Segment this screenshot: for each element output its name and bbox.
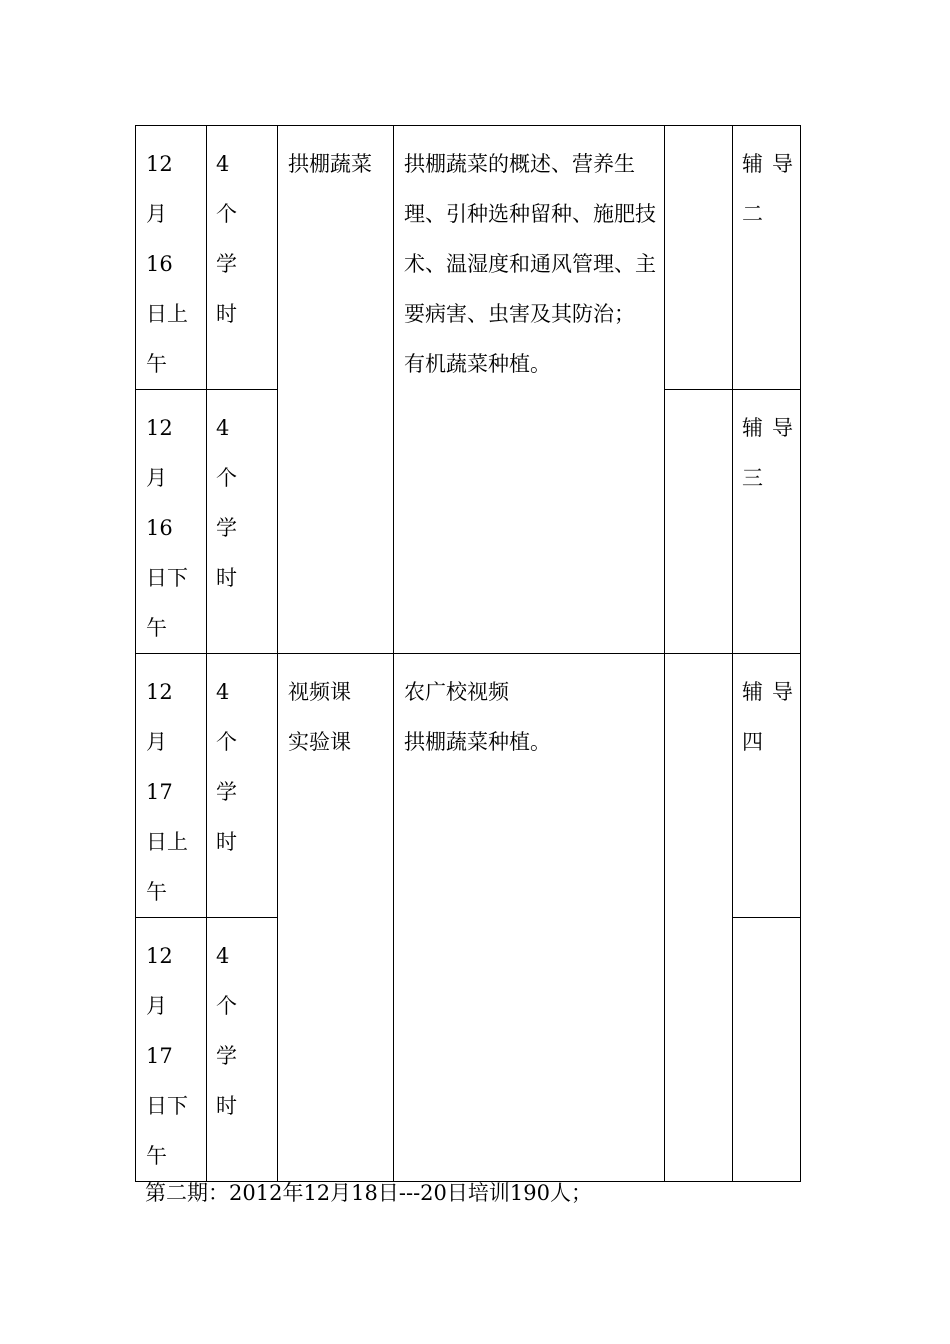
tutor-cell: 辅导 四 xyxy=(733,654,801,918)
hours-cell: 4 个 学 时 xyxy=(207,390,278,654)
training-schedule-table xyxy=(135,125,801,1182)
date-cell: 12 月 16 日上 午 xyxy=(136,126,207,390)
hours-cell: 4 个 学 时 xyxy=(207,918,278,1182)
topic-cell: 拱棚蔬菜 xyxy=(278,126,394,654)
second-session-note: 第二期：2012年12月18日---20日培训190人； xyxy=(145,1181,592,1205)
table-row xyxy=(136,654,801,918)
blank-cell xyxy=(665,126,733,390)
date-cell: 12 月 17 日上 午 xyxy=(136,654,207,918)
table-row xyxy=(136,126,801,390)
date-cell: 12 月 16 日下 午 xyxy=(136,390,207,654)
hours-cell: 4 个 学 时 xyxy=(207,126,278,390)
content-cell: 农广校视频 拱棚蔬菜种植。 xyxy=(394,654,665,1182)
tutor-cell: 辅导 三 xyxy=(733,390,801,654)
topic-cell: 视频课 实验课 xyxy=(278,654,394,1182)
content-cell: 拱棚蔬菜的概述、营养生理、引种选种留种、施肥技术、温湿度和通风管理、主要病害、虫害及其防治； 有机蔬菜种植。 xyxy=(394,126,665,654)
date-cell: 12 月 17 日下 午 xyxy=(136,918,207,1182)
hours-cell: 4 个 学 时 xyxy=(207,654,278,918)
blank-cell xyxy=(665,654,733,1182)
tutor-cell xyxy=(733,918,801,1182)
tutor-cell: 辅导 二 xyxy=(733,126,801,390)
blank-cell xyxy=(665,390,733,654)
